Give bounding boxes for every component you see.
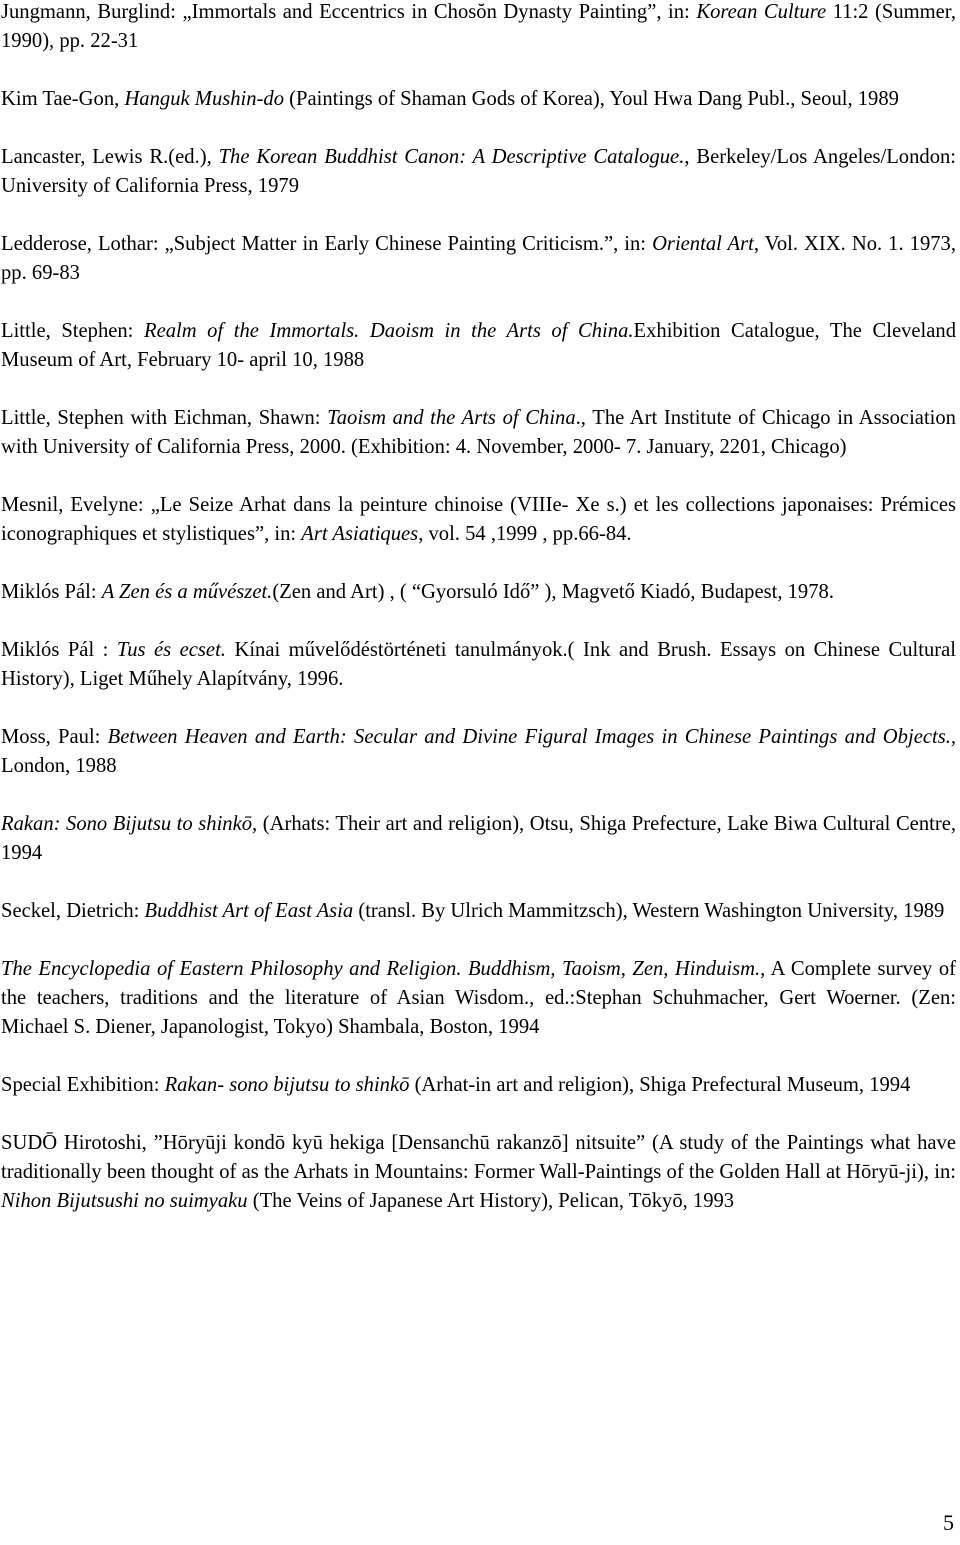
reference-title: Korean Culture [696, 1, 827, 23]
reference-entry [1, 1129, 956, 1216]
reference-text: Miklós Pál : [1, 639, 117, 661]
reference-title: A Zen és a művészet. [101, 581, 273, 603]
reference-title: Rakan: Sono Bijutsu to shinkō, [1, 813, 258, 835]
reference-title: Taoism and the Arts of China [327, 407, 576, 429]
reference-text: Little, Stephen: [1, 320, 144, 342]
reference-text: Lancaster, Lewis R.(ed.), [1, 146, 219, 168]
reference-text: (Arhats: Their art and religion), Otsu, Shiga Prefecture, Lake Biwa Cultural Centre, 1994 [1, 813, 956, 864]
reference-entry [1, 1071, 956, 1100]
reference-text: Kínai művelődéstörténeti tanulmányok.( Ink and Brush. Essays on Chinese Cultural History), Liget Műhely Alapítvány, 1996. [1, 639, 956, 690]
reference-entry [1, 955, 956, 1042]
reference-text: Seckel, Dietrich: [1, 900, 145, 922]
reference-text: , Berkeley/Los Angeles/London: University of California Press, 1979 [1, 146, 957, 197]
reference-text: 11:2 (Summer, 1990), pp. 22-31 [1, 1, 956, 52]
reference-text: Mesnil, Evelyne: „Le Seize Arhat dans la peinture chinoise (VIIIe- Xe s.) et les collections japonaises: Prémices iconographiques et stylistiques”, in: [1, 494, 956, 545]
reference-entry [1, 317, 956, 375]
reference-title: The Korean Buddhist Canon: A Descriptive Catalogue. [218, 146, 685, 168]
reference-text: Jungmann, Burglind: „Immortals and Eccentrics in Chosŏn Dynasty Painting”, in: [1, 1, 697, 23]
reference-text: , Vol. XIX. No. 1. 1973, pp. 69-83 [1, 233, 956, 284]
reference-text: (Zen and Art) , ( “Gyorsuló Idő” ), Magvető Kiadó, Budapest, 1978. [272, 581, 834, 603]
reference-text: Little, Stephen with Eichman, Shawn: [1, 407, 328, 429]
reference-text: , vol. 54 ,1999 , pp.66-84. [418, 523, 632, 545]
reference-entry [1, 897, 956, 926]
reference-text: (transl. By Ulrich Mammitzsch), Western Washington University, 1989 [353, 900, 945, 922]
reference-entry [1, 578, 956, 607]
reference-text: (Paintings of Shaman Gods of Korea), Youl Hwa Dang Publ., Seoul, 1989 [284, 88, 899, 110]
reference-entry [1, 636, 956, 694]
reference-entry [1, 85, 956, 114]
reference-text: (Arhat-in art and religion), Shiga Prefectural Museum, 1994 [409, 1074, 911, 1096]
reference-entry [1, 143, 956, 201]
reference-entry [1, 404, 956, 462]
reference-text: Kim Tae-Gon, [1, 88, 125, 110]
reference-entry [1, 0, 956, 56]
reference-title: Between Heaven and Earth: Secular and Divine Figural Images in Chinese Paintings and Objects., [107, 726, 957, 748]
reference-entry [1, 230, 956, 288]
reference-title: The Encyclopedia of Eastern Philosophy and Religion. Buddhism, Taoism, Zen, Hinduism. [1, 958, 761, 980]
page-number: 5 [943, 1510, 954, 1535]
reference-entry [1, 810, 956, 868]
reference-text: Exhibition Catalogue, The Cleveland Museum of Art, February 10- april 10, 1988 [1, 320, 956, 371]
reference-text: ., The Art Institute of Chicago in Association with University of California Press, 2000. (Exhibition: 4. November, 2000- 7. January, 2201, Chicago) [1, 407, 956, 458]
reference-text: (The Veins of Japanese Art History), Pelican, Tōkyō, 1993 [247, 1190, 735, 1212]
reference-title: Hanguk Mushin-do [124, 88, 285, 110]
reference-text: Miklós Pál: [1, 581, 102, 603]
reference-text: Ledderose, Lothar: „Subject Matter in Early Chinese Painting Criticism.”, in: [1, 233, 653, 255]
reference-text: London, 1988 [1, 755, 117, 777]
reference-title: Tus és ecset. [116, 639, 226, 661]
reference-text: Special Exhibition: [1, 1074, 165, 1096]
bibliography-list [1, 0, 956, 1245]
reference-entry [1, 723, 956, 781]
reference-title: Realm of the Immortals. Daoism in the Arts of China. [143, 320, 634, 342]
reference-title: Buddhist Art of East Asia [144, 900, 354, 922]
reference-title: Art Asiatiques [301, 523, 419, 545]
reference-text: SUDŌ Hirotoshi, ”Hōryūji kondō kyū hekiga [Densanchū rakanzō] nitsuite” (A study of the Paintings what have traditionally been thought of as the Arhats in Mountains: Former Wall-Paintings of the Golden Hall at Hōryū-ji), in: [1, 1132, 956, 1183]
reference-title: Nihon Bijutsushi no suimyaku [1, 1190, 248, 1212]
reference-text: , A Complete survey of the teachers, traditions and the literature of Asian Wisdom., ed.:Stephan Schuhmacher, Gert Woerner. (Zen: Michael S. Diener, Japanologist, Tokyo) Shambala, Boston, 1994 [1, 958, 956, 1038]
reference-text: Moss, Paul: [1, 726, 108, 748]
reference-entry [1, 491, 956, 549]
reference-title: Rakan- sono bijutsu to shinkō [164, 1074, 410, 1096]
reference-title: Oriental Art [652, 233, 754, 255]
